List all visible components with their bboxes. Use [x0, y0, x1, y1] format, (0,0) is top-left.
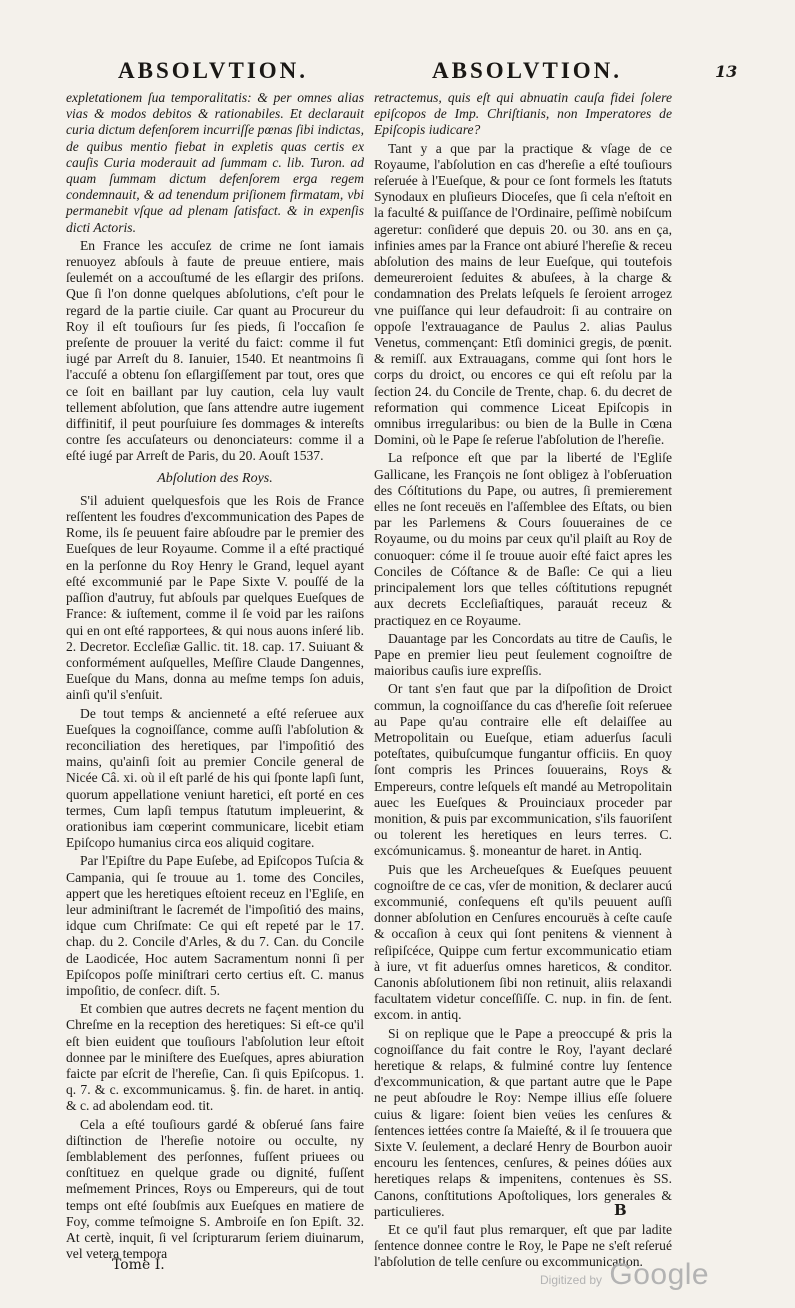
running-head-left: ABSOLVTION. [118, 58, 309, 83]
paragraph-dauantage: Dauantage par les Concordats au titre de Cauſis, le Pape en premier lieu peut ſeulement cognoiſtre de maioribus cauſis iure expreſſis. [374, 630, 672, 679]
digitization-watermark [540, 1258, 709, 1292]
page-number: 13 [715, 62, 738, 81]
paragraph-si-on-replique: Si on replique que le Pape a preoccupé & pris la cognoiſſance du fait contre le Roy, l'ayant declaré heretique & relaps, & fulminé contre luy ſentence d'excommunication, & que partant autre que le Pape ne peut abſoudre le Roy: Nempe illius eſſe ſoluere cuius & ligare: ſoient bien veües les cenſures & ſentences iettées contre ſa Maieſté, & il ſe trouuera que Sixte V. ſeulement, a declaré Henry de Bourbon auoir encouru les ſentences, cenſures, & peines dóües aux heretiques relaps & impenitens, contenues ès SS. Canons, conſtitutions Apoſtoliques, lors generales & particulieres. [374, 1025, 672, 1219]
paragraph-tant-y-a: Tant y a que par la practique & vſage de ce Royaume, l'abſolution en cas d'hereſie a eſté touſiours reſeruée à l'Eueſque, & pour ce ſont formels les ſtatuts Synodaux en pluſieurs Dioceſes, que ſi cela n'eſtoit en la faculté & puiſſance de l'Ordinaire, peſſimè nobiſcum ageretur: conſideré que depuis 20. ou 30. ans en ça, infinies ames par la France ont abiuré l'hereſie & receu abſolution des mains de leur Eueſque, qui toutefois demeureroient ſeduites & abuſees, à la charge & condamnation des Prelats leſquels ſe ſeroient arrogez vne puiſſance qui leur defaudroit: ſi au contraire on oppoſe l'extrauagance de Paulus 2. alias Paulus Venetus, commençant: Etſi dominici gregis, de pœnit. & remiſſ. aux Extrauagans, comme qui ſont hors le corps du droict, ou encores ce qui eſt reſolu par la ſection 24. du Concile de Trente, chap. 6. du decret de reformation qui commence Liceat Epiſcopis in omnibus irregularibus: ou bien de la Bulle in Cœna Domini, où le Pape ſe reſerue l'abſolution de l'hereſie. [374, 140, 672, 448]
paragraph-or-tant: Or tant s'en faut que par la diſpoſition de Droict commun, la cognoiſſance du cas d'hereſie ſoit reſeruee au Pape qu'au contraire elle eſt delaiſſee au Metropolitain ou Eueſque, etiam aduerſus ſaculi poteſtates, quibuſcumque fungantur officiis. En quoy ſont compris les Princes ſouuerains, Roys & Empereurs, contre leſquels eſt mandé au Metropolitain auec les Eueſques & Prouinciaux proceder par monition, & puis par excommunication, s'ils fauoriſent ou tolerent les heretiques en leurs terres. C. excómunicamus. §. moneantur de haret. in Antiq. [374, 681, 672, 859]
right-column [374, 90, 672, 1270]
volume-signature: Tome I. [112, 1257, 165, 1273]
left-column [66, 90, 364, 1262]
paragraph-cela-a-este: Cela a eſté touſiours gardé & obſerué ſans faire diſtinction de l'hereſie notoire ou occulte, ny ſemblablement des perſonnes, fuſſent priuees ou conſtituez en quelque grade ou dignité, fuſſent meſmement Princes, Roys ou Empereurs, qui de tout temps ont eſté ſoubſmis aux Eueſques en matiere de Foy, comme teſmoigne S. Ambroiſe en ſon Epiſt. 32. At certè, inquit, ſi vel ſcripturarum ſeriem diuinarum, vel vetera tempora [66, 1116, 364, 1262]
google-logo: Google [609, 1258, 710, 1291]
paragraph-la-responce: La reſponce eſt que par la liberté de l'Egliſe Gallicane, les François ne ſont obligez à l'obſeruation des Cóſtitutions du Pape, ou autres, ſi premierement elles ne ſont receuës en l'aſſemblee des Eſtats, ou bien par les Parlemens & Cours ſouueraines de ce Royaume, ou du moins par ceux qu'il plaiſt au Roy de conuoquer: cóme il ſe trouue auoir eſté faict apres les Conciles de Cóſtance & de Baſle: Ce qui a lieu principalement lors que telles cóſtitutions repugnét aux decrets Eccleſiaſtiques, parauát receuz & practiquez en ce Royaume. [374, 450, 672, 628]
section-heading-absolution-des-roys: Abſolution des Roys. [157, 470, 273, 486]
paragraph-puis-que: Puis que les Archeueſques & Eueſques peuuent cognoiſtre de ce cas, vſer de monition, & declarer aucú excommunié, conſequens eſt qu'ils peuuent auſſi donner abſolution en Cenſures encouruës à ceſte cauſe & occaſion à ceux qui ſont penitens & viennent à reſipiſcéce, Quippe cum fertur excommunicatio etiam à iure, vt fit aduerſus omnes hareticos, & conditor. Canonis abſolutionem ſibi non retinuit, aliis relaxandi facultatem videtur conceſſiſſe. C. nup. in fin. de ſent. excom. in antiq. [374, 861, 672, 1023]
paragraph-chresme: Et combien que autres decrets ne façent mention du Chreſme en la reception des heretiques: Si eſt-ce qu'il eſt bien euident que touſiours l'abſolution leur eſtoit donnee par le miniſtere des Eueſques, apres abiuration faicte par eſcrit de l'hereſie, Can. ſi quis Epiſcopus. 1. q. 7. & c. excommunicamus. §. fin. de haret. in antiq. & c. ad abolendam eod. tit. [66, 1001, 364, 1114]
paragraph-de-tout-temps: De tout temps & ancienneté a eſté reſeruee aux Eueſques la cognoiſſance, comme auſſi l'abſolution & reconciliation des heretiques, par l'impoſitió des mains, qu'ainſi ſoit au premier Concile general de Nicée Câ. xi. où il eſt parlé de his qui ſponte lapſi ſunt, quorum appellatione veniunt haretici, eſt porté en ces termes, Cum lapſi tempus ſtatutum impleuerint, & orationibus iam cœperint communicare, licebit etiam Epiſcopo humanius circa eos aliquid cogitare. [66, 705, 364, 851]
running-head-right: ABSOLVTION. [432, 58, 623, 83]
paragraph-latin-extract: expletationem ſua temporalitatis: & per omnes alias vias & modos debitos & rationabiles. Et declarauit curia dictum defenſorem incurriſſe pœnas ſibi indictas, de quibus mentio fiebat in expletis quas certis ex cauſis Curia moderauit ad ſummam c. lib. Turon. ad quam ſummam dictum defenſorem erga regem condemnauit, & ad tenendum priſionem firmatam, vbi permanebit vſque ad plenam ſatisfact. & in expenſis dicti Actoris. [66, 90, 364, 235]
watermark-prefix: Digitized by [540, 1273, 603, 1287]
paragraph-retractemus: retractemus, quis eſt qui abnuatin cauſa fidei ſolere epiſcopos de Imp. Chriſtianis, non Imperatores de Epiſcopis iudicare? [374, 90, 672, 138]
paragraph-france-accused: En France les accuſez de crime ne ſont iamais renuoyez abſouls à faute de preuue entiere, mais ſeulemét on a accouſtumé de les eſlargir des priſons. Que ſi l'on donne quelques abſolutions, c'eſt pour le regard de la partie ciuile. Car quant au Procureur du Roy il eſt touſiours ſur ſes pieds, ſi l'occaſion ſe preſente de prouuer la verité du faict: comme il fut iugé par Arreſt du 8. Ianuier, 1540. Et neantmoins ſi l'accuſé a obtenu ſon eſlargiſſement par tout, ores que ce ſoit en baillant par luy caution, cela luy vault tellement abſolution, que ſans attendre autre iugement diffinitif, il peut pourſuiure ſes dommages & intereſts contre ſes accuſateurs ou denonciateurs: comme il a eſté iugé par Arreſt de Paris, du 20. Aouſt 1537. [66, 237, 364, 464]
paragraph-kings-of-france: S'il aduient quelquesfois que les Rois de France reſſentent les foudres d'excommunication des Papes de Rome, ils ſe peuuent faire abſoudre par le premier des Eueſques de leur Royaume. Comme il a eſté practiqué en la perſonne du Roy Henry le Grand, lequel ayant eſté excommunié par le Pape Sixte V. pouſſé de la paſſion d'autruy, fut abſouls par quelques Eueſques de France: & iuſtement, comme il ſe void par les raiſons qui en ont eſté rapportees, & qui nous auons inſeré lib. 2. Decretor. Eccleſiæ Gallic. tit. 18. cap. 17. Suiuant & conformément auſquelles, Meſſire Claude Dangennes, Eueſque du Mans, donna au meſme temps ſon aduis, ainſi qu'il s'enſuit. [66, 492, 364, 703]
paragraph-et-ce-quil-faut: Et ce qu'il faut plus remarquer, eſt que par ladite ſentence donnee contre le Roy, le Pape ne s'eſt reſerué l'abſolution de telle cenſure ou excommunication. [374, 1222, 672, 1270]
gathering-signature: B [614, 1201, 627, 1219]
paragraph-epistre-eusebe: Par l'Epiſtre du Pape Euſebe, ad Epiſcopos Tuſcia & Campania, qui ſe trouue au 1. tome des Conciles, appert que les heretiques eſtoient receuz en l'Egliſe, en leur adminiſtrant le ſacremét de l'impoſitió des mains, idque cum Chriſmate: Ce qui eſt repeté par le 17. chap. du 2. Concile d'Arles, & du 7. Can. du Concile de Laodicée, Hoc autem Sacramentum nonni ſi per Epiſcopos poſſe miniſtrari certo certius eſt. C. manus impoſitio, de conſecr. diſt. 5. [66, 853, 364, 998]
